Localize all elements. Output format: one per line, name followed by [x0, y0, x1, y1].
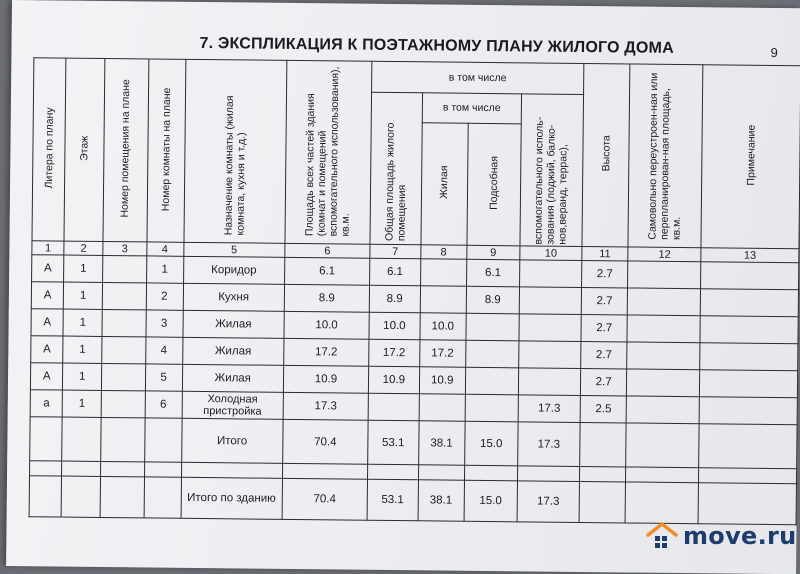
header-ploshad-vseh: Площадь всех частей здания (комнат и помещений вспомогательного использования), кв.м.: [285, 60, 372, 244]
header-samovolno: Самовольно переустроен-ная или перепланирован-ная площадь, кв.м.: [628, 64, 703, 248]
cell-ploshad: 17.3: [283, 392, 368, 420]
cell-etazh: 1: [63, 336, 102, 363]
column-number: 7: [370, 244, 421, 259]
cell-nomer-komnaty: 1: [146, 256, 183, 283]
cell-empty: [626, 423, 699, 468]
cell-naznachenie: Жилая: [182, 364, 284, 392]
cell-empty: [625, 482, 698, 524]
column-number: 8: [420, 245, 466, 259]
cell-litera: А: [31, 309, 64, 336]
header-podsobnaya: Подсобная: [467, 123, 522, 246]
itogo-obshaya: 53.1: [368, 420, 419, 465]
cell-nomer-komnaty: 3: [145, 310, 182, 337]
cell-etazh: 1: [64, 282, 103, 309]
cell-litera: А: [31, 282, 64, 309]
cell-etazh: 1: [63, 363, 102, 390]
header-v-tom-chisle-2: в том числе: [422, 93, 522, 124]
cell-nomer-pomesheniya: [101, 363, 145, 390]
cell-primechanie: [700, 370, 798, 398]
cell-vspomog: [519, 314, 581, 342]
cell-vspomog: [519, 287, 581, 315]
cell-empty: [61, 476, 100, 517]
cell-etazh: 1: [64, 255, 103, 282]
column-number: 4: [146, 242, 183, 256]
cell-podsobnaya: 8.9: [466, 286, 520, 314]
cell-vspomog: 17.3: [518, 395, 580, 423]
header-naznachenie: Назначение комнаты (жилая комната, кухня и т.д.): [183, 59, 286, 243]
cell-empty: [100, 476, 144, 517]
itogo-podsobnaya: 15.0: [464, 421, 518, 466]
cell-vspomog: [520, 260, 582, 288]
cell-obshaya: 6.1: [369, 258, 420, 286]
itogo-po-zdaniyu-obshaya: 53.1: [367, 479, 418, 521]
cell-obshaya: [368, 393, 419, 421]
cell-zhilaya: [419, 394, 465, 421]
cell-vysota: 2.7: [581, 341, 628, 368]
cell-nomer-komnaty: 4: [145, 337, 182, 364]
cell-ploshad: 10.9: [283, 365, 368, 393]
header-v-tom-chisle: в том числе: [371, 61, 583, 94]
cell-ploshad: 10.0: [284, 311, 369, 339]
cell-podsobnaya: 6.1: [466, 259, 520, 287]
cell-empty: [579, 481, 626, 522]
watermark-text: move.ru: [683, 522, 797, 550]
cell-podsobnaya: [466, 313, 520, 341]
itogo-po-zdaniyu-label: Итого по зданию: [181, 477, 283, 519]
cell-litera: А: [31, 336, 64, 363]
document-page: [6, 0, 800, 574]
cell-obshaya: 17.2: [369, 339, 420, 367]
cell-primechanie: [699, 397, 797, 425]
cell-obshaya: 8.9: [369, 285, 420, 313]
cell-vspomog: [519, 341, 581, 369]
itogo-vspomog: 17.3: [518, 422, 580, 467]
cell-primechanie: [701, 289, 799, 317]
cell-zhilaya: 10.9: [419, 367, 465, 394]
header-vysota: Высота: [582, 63, 630, 246]
cell-nomer-pomesheniya: [103, 255, 147, 282]
explication-table: [29, 57, 800, 525]
cell-samovolno: [628, 261, 701, 289]
cell-primechanie: [701, 262, 799, 290]
cell-empty: [30, 417, 63, 461]
header-row-top: [34, 58, 800, 97]
cell-samovolno: [627, 369, 700, 397]
header-litera: Литера по плану: [32, 58, 66, 241]
cell-litera: а: [30, 390, 63, 417]
cell-empty: [698, 483, 796, 525]
itogo-po-zdaniyu-row: [29, 476, 796, 525]
watermark: [645, 521, 797, 551]
column-number: 5: [183, 242, 285, 257]
cell-empty: [580, 422, 627, 466]
cell-vysota: 2.7: [580, 368, 627, 395]
itogo-po-zdaniyu-zhilaya: 38.1: [418, 480, 464, 521]
cell-empty: [144, 477, 181, 518]
cell-zhilaya: 17.2: [419, 340, 465, 367]
cell-nomer-pomesheniya: [102, 282, 146, 309]
cell-samovolno: [627, 342, 700, 370]
cell-nomer-pomesheniya: [101, 390, 145, 417]
cell-naznachenie: Кухня: [183, 283, 285, 311]
cell-ploshad: 17.2: [284, 338, 369, 366]
column-number: 13: [701, 248, 799, 263]
cell-empty: [144, 418, 181, 462]
cell-vysota: 2.7: [581, 260, 628, 287]
itogo-po-zdaniyu-vspomog: 17.3: [517, 481, 579, 523]
cell-podsobnaya: [465, 367, 519, 395]
cell-empty: [62, 417, 101, 461]
column-number: 1: [32, 241, 64, 255]
cell-primechanie: [700, 316, 798, 344]
cell-vysota: 2.5: [580, 395, 627, 422]
cell-empty: [29, 476, 62, 517]
cell-podsobnaya: [465, 340, 519, 368]
cell-zhilaya: [420, 286, 466, 313]
cell-etazh: 1: [62, 390, 101, 417]
column-number: 12: [628, 247, 701, 262]
header-nomer-pomesheniya: Номер помещения на плане: [103, 58, 148, 241]
cell-nomer-pomesheniya: [102, 309, 146, 336]
column-number: 3: [103, 241, 147, 255]
itogo-po-zdaniyu-ploshad: 70.4: [282, 478, 367, 520]
cell-samovolno: [628, 288, 701, 316]
cell-vspomog: [518, 368, 580, 396]
cell-empty: [699, 424, 797, 469]
cell-litera: А: [30, 363, 63, 390]
column-number: 10: [520, 246, 582, 261]
cell-zhilaya: [420, 259, 466, 286]
cell-nomer-komnaty: 5: [145, 364, 182, 391]
itogo-po-zdaniyu-podsobnaya: 15.0: [464, 480, 518, 522]
header-nomer-komnaty: Номер комнаты на плане: [146, 59, 185, 242]
itogo-ploshad: 70.4: [283, 419, 368, 464]
cell-podsobnaya: [465, 394, 519, 422]
header-vspomog: вспомогательного исполь-зования (лоджий, балко-нов,веранд, террас),: [520, 94, 583, 247]
cell-vysota: 2.7: [581, 314, 628, 341]
cell-etazh: 1: [63, 309, 102, 336]
page-title: 7. ЭКСПЛИКАЦИЯ К ПОЭТАЖНОМУ ПЛАНУ ЖИЛОГО ДОМА: [199, 34, 674, 57]
header-etazh: Этаж: [64, 58, 105, 241]
column-number: 2: [64, 241, 103, 255]
itogo-zhilaya: 38.1: [418, 421, 464, 465]
cell-zhilaya: 10.0: [420, 313, 466, 340]
header-zhilaya: Жилая: [421, 122, 468, 245]
cell-ploshad: 8.9: [284, 284, 369, 312]
cell-nomer-komnaty: 2: [146, 283, 183, 310]
cell-ploshad: 6.1: [284, 257, 369, 285]
header-obshaya: Общая площадь жилого помещения: [370, 92, 422, 245]
cell-naznachenie: Холодная пристройка: [182, 391, 284, 419]
cell-vysota: 2.7: [581, 287, 628, 314]
cell-obshaya: 10.0: [369, 312, 420, 340]
cell-nomer-komnaty: 6: [145, 391, 182, 418]
house-icon: [645, 521, 679, 551]
header-primechanie: Примечание: [701, 65, 800, 249]
cell-primechanie: [700, 343, 798, 371]
cell-obshaya: 10.9: [368, 366, 419, 394]
column-number: 6: [285, 243, 370, 258]
page-number: 9: [770, 44, 778, 61]
cell-samovolno: [626, 396, 699, 424]
cell-empty: [101, 417, 145, 461]
cell-litera: А: [32, 255, 65, 282]
column-number: 11: [582, 246, 629, 260]
cell-samovolno: [627, 315, 700, 343]
cell-naznachenie: Коридор: [183, 256, 285, 284]
cell-naznachenie: Жилая: [182, 310, 284, 338]
itogo-label: Итого: [181, 418, 283, 463]
column-number: 9: [466, 245, 520, 260]
cell-nomer-pomesheniya: [102, 336, 146, 363]
cell-naznachenie: Жилая: [182, 337, 284, 365]
